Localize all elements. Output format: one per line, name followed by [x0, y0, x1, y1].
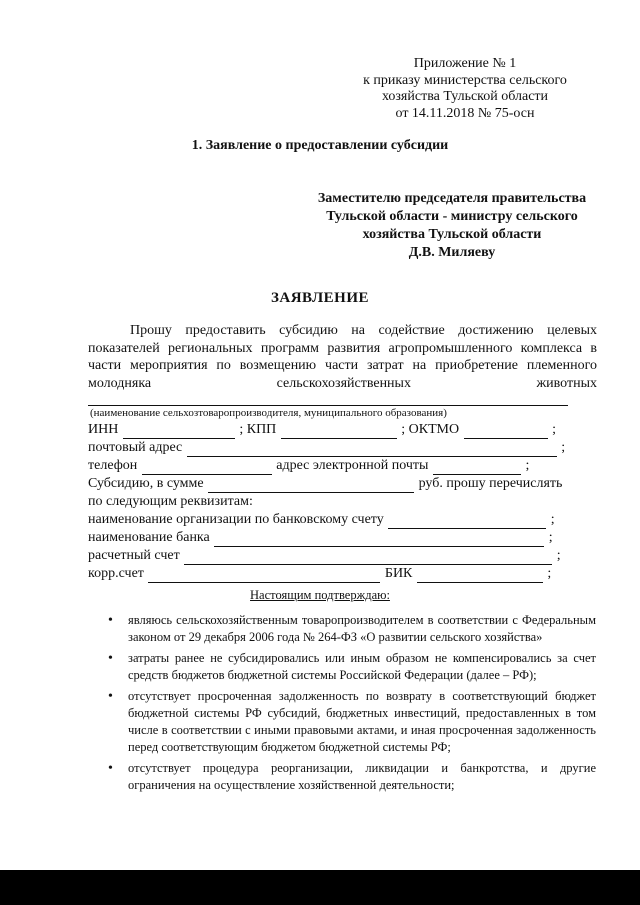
bik-label: БИК — [384, 566, 413, 581]
semicolon: ; — [550, 512, 555, 527]
addressee-line: Тульской области - министру сельского — [326, 209, 578, 224]
corr-account-field[interactable] — [148, 568, 380, 583]
document-heading: ЗАЯВЛЕНИЕ — [270, 290, 370, 306]
list-item-text: затраты ранее не субсидировались или иным образом не компенсировались за счет средств бюджетов бюджетной системы Российской Федерации (далее – РФ); — [128, 651, 596, 682]
appendix-line: к приказу министерства сельского — [363, 72, 567, 88]
addressee-line: хозяйства Тульской области — [362, 227, 542, 242]
list-item — [104, 650, 596, 684]
phone-email-row — [88, 457, 529, 475]
corr-bik-row — [88, 565, 551, 583]
section-title: 1. Заявление о предоставлении субсидии — [191, 138, 449, 153]
email-label: адрес электронной почты — [276, 458, 429, 473]
semicolon: ; — [561, 440, 566, 455]
confirm-heading: Настоящим подтверждаю: — [250, 588, 390, 602]
addressee-block — [296, 190, 608, 262]
list-item — [104, 760, 596, 794]
list-item-text: являюсь сельскохозяйственным товаропроизводителем в соответствии с Федеральным законом от 29 декабря 2006 года № 264-ФЗ «О развитии сельского хозяйства» — [128, 613, 596, 644]
intro-paragraph — [88, 322, 597, 392]
list-item-text: отсутствует процедура реорганизации, ликвидации и банкротства, и другие ограничения на осуществление хозяйственной деятельности; — [128, 761, 596, 792]
bik-field[interactable] — [417, 568, 543, 583]
corr-account-label: корр.счет — [88, 566, 144, 581]
org-name-field[interactable] — [388, 514, 546, 529]
kpp-field[interactable] — [281, 424, 397, 439]
email-field[interactable] — [433, 460, 521, 475]
postal-address-row — [88, 439, 565, 457]
bullet-icon: • — [108, 761, 113, 776]
oktmo-label: ; ОКТМО — [401, 422, 460, 437]
account-row — [88, 547, 561, 565]
phone-label: телефон — [88, 458, 138, 473]
semicolon: ; — [552, 422, 556, 437]
bullet-icon: • — [108, 613, 113, 628]
appendix-line: хозяйства Тульской области — [381, 89, 549, 104]
semicolon: ; — [547, 566, 552, 581]
postal-address-field[interactable] — [187, 442, 557, 457]
addressee-line: Заместителю председателя правительства — [317, 191, 587, 206]
account-field[interactable] — [184, 550, 552, 565]
subsidy-label: Субсидию, в сумме — [88, 476, 204, 491]
intro-text: Прошу предоставить субсидию на содействие достижению целевых показателей региональных программ развития агропромышленного комплекса в части мероприятия по возмещению части затрат на приобретение племенного молодняка сельскохозяйственных животных — [88, 323, 597, 391]
requisites-label: по следующим реквизитам: — [88, 494, 253, 509]
bank-name-row — [88, 529, 553, 547]
inn-field[interactable] — [123, 424, 235, 439]
bullet-icon: • — [108, 689, 113, 704]
subsidy-amount-row — [88, 475, 562, 493]
applicant-name-field[interactable] — [88, 405, 568, 406]
account-label: расчетный счет — [88, 548, 180, 563]
bank-name-label: наименование банка — [88, 530, 210, 545]
bullet-icon: • — [108, 651, 113, 666]
kpp-label: ; КПП — [239, 422, 277, 437]
bank-name-field[interactable] — [214, 532, 544, 547]
list-item — [104, 612, 596, 646]
phone-field[interactable] — [142, 460, 272, 475]
inn-label: ИНН — [88, 422, 119, 437]
org-name-row — [88, 511, 555, 529]
semicolon: ; — [556, 548, 561, 563]
confirmation-list — [104, 612, 596, 798]
applicant-name-caption: (наименование сельхозтоваропроизводителя, муниципального образования) — [90, 407, 447, 419]
confirm-heading-wrap — [0, 588, 640, 603]
inn-kpp-oktmo-row — [88, 421, 556, 439]
oktmo-field[interactable] — [464, 424, 548, 439]
semicolon: ; — [525, 458, 530, 473]
appendix-line: Приложение № 1 — [413, 56, 517, 71]
addressee-line: Д.В. Миляеву — [408, 245, 496, 260]
org-name-label: наименование организации по банковскому счету — [88, 512, 384, 527]
subsidy-amount-field[interactable] — [208, 478, 414, 493]
subsidy-suffix: руб. прошу перечислять — [418, 476, 563, 491]
postal-address-label: почтовый адрес — [88, 440, 183, 455]
list-item-text: отсутствует просроченная задолженность по возврату в соответствующий бюджет бюджетной системы РФ субсидий, бюджетных инвестиций, предоставленных в том числе в соответствии с иными правовыми актами, и иная просроченная задолженность перед соответствующим бюджетом бюджетной системы РФ; — [128, 689, 596, 754]
list-item — [104, 688, 596, 756]
appendix-line: от 14.11.2018 № 75-осн — [395, 105, 535, 121]
appendix-header — [340, 56, 590, 122]
requisites-row — [88, 493, 253, 511]
scan-border-bar — [0, 870, 640, 905]
semicolon: ; — [548, 530, 553, 545]
